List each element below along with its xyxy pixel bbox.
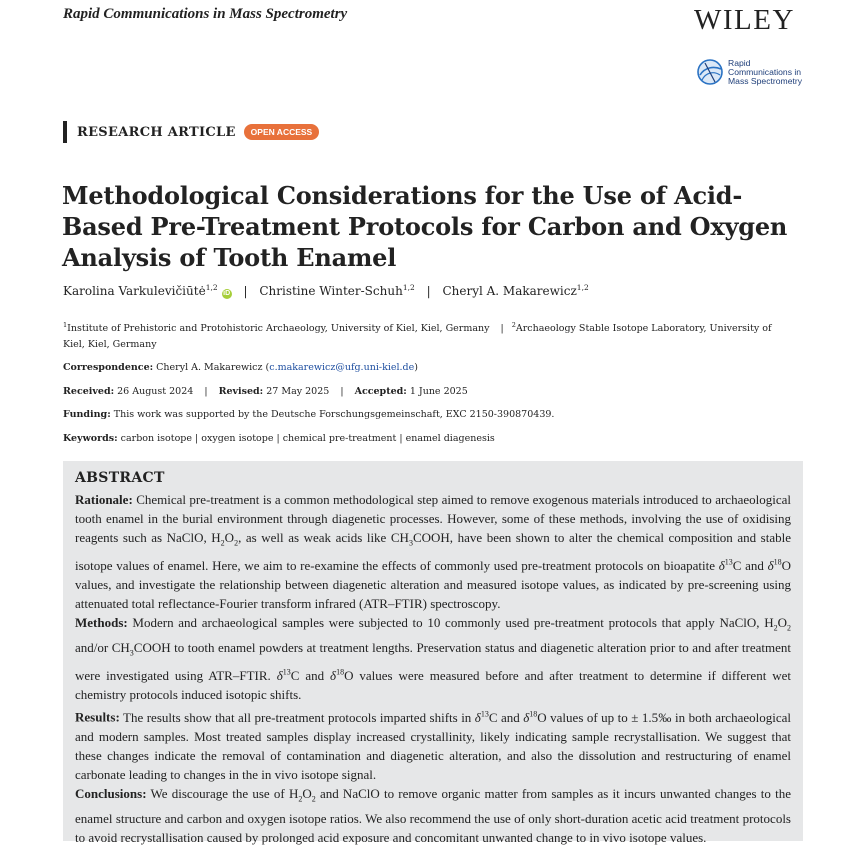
correspondence-name: Cheryl A. Makarewicz [156,362,263,373]
keyword-separator: | [399,433,403,444]
keyword-separator: | [276,433,280,444]
date-value: 26 August 2024 [117,386,194,397]
abstract-section-methods [75,613,791,704]
affiliation-sup: 2 [511,321,516,329]
author-name[interactable] [63,284,218,298]
publisher-logo[interactable]: WILEY [694,4,795,36]
abstract-section-label: Methods: [75,615,128,631]
funding-label: Funding: [63,409,111,420]
author-affiliation-sup: 1,2 [205,283,218,292]
open-access-badge: OPEN ACCESS [244,124,320,140]
journal-badge-line: Rapid [728,58,751,68]
abstract-section-text: We discourage the use of $H_2O_2$ and NaClO to remove organic matter from samples as it incurs unwanted changes to the enamel structure and carbon and oxygen isotope ratios. We also recommend the use of only short-duration acetic acid treatment protocols to avoid recrystallisation caused by prolonged acid exposure and concomitant unwanted change to in vivo isotope values. [75,786,791,845]
author-list [63,283,589,299]
funding-text: This work was supported by the Deutsche Forschungsgemeinschaft, EXC 2150-390870439. [113,409,555,420]
abstract-heading: ABSTRACT [75,470,165,486]
date-label: Accepted: [354,386,407,397]
journal-badge-line: Communications in [728,67,802,77]
author-name-text: Karolina Varkulevičiūtė [63,284,206,298]
affiliation-text: Institute of Prehistoric and Protohistoric Archaeology, University of Kiel, Kiel, Germany [67,323,490,335]
keyword-item[interactable]: chemical pre-treatment [282,433,397,444]
affiliation-text: Archaeology Stable Isotope Laboratory, University of Kiel, Kiel, Germany [63,323,772,351]
date-value: 1 June 2025 [409,386,468,397]
author-name-text: Cheryl A. Makarewicz [442,284,577,298]
abstract-body [75,490,791,847]
date-label: Revised: [218,386,264,397]
article-dates [63,386,468,397]
journal-name: Rapid Communications in Mass Spectrometry [63,6,348,22]
keyword-item[interactable]: enamel diagenesis [405,433,495,444]
affiliations [63,317,793,353]
journal-globe-icon [696,58,724,86]
article-title: Methodological Considerations for the Use of Acid-Based Pre-Treatment Protocols for Carbon and Oxygen Analysis of Tooth Enamel [62,181,788,272]
author-separator: | [243,284,248,298]
correspondence-email-link[interactable]: c.makarewicz@ufg.uni-kiel.de [269,362,415,373]
abstract-section-conclusions [75,784,791,847]
keywords-label: Keywords: [63,433,118,444]
orcid-icon[interactable]: iD [223,290,231,297]
abstract-section-rationale [75,490,791,613]
date-value: 27 May 2025 [266,386,330,397]
affiliation-separator: | [500,323,504,335]
affiliation-sup: 1 [63,321,68,329]
author-name-text: Christine Winter-Schuh [259,284,403,298]
author-name[interactable] [442,284,588,298]
abstract-section-text: The results show that all pre-treatment protocols imparted shifts in $\delta^{13}C$ and $\delta^{18}O$ values of up to ± 1.5‰ in both archaeological and modern samples. Most treated samples display increased crystallinity, likely indicating sample recrystallisation. We suggest that these changes indicate the removal of contamination and diagenetic alteration, and also the dissolution and restructuring of enamel carbonate leading to changes in the in vivo isotope signal. [75,709,791,782]
abstract-section-text: Modern and archaeological samples were subjected to 10 commonly used pre-treatment protocols that apply NaClO, $H_2O_2$ and/or $CH_3COOH$ to tooth enamel powders at treatment lengths. Preservation status and diagenetic alteration prior to and after treatment were investigated using ATR–FTIR. $\delta^{13}C$ and $\delta^{18}O$ values were measured before and after treatment to determine if different wet chemistry protocols induced isotopic shifts. [75,615,792,703]
abstract-section-label: Rationale: [75,492,133,507]
article-type: RESEARCH ARTICLE [77,124,236,140]
journal-badge-line: Mass Spectrometry [728,76,803,86]
article-type-bar [63,121,67,143]
keywords [63,433,495,444]
journal-badge[interactable] [696,56,816,90]
keyword-item[interactable]: oxygen isotope [201,433,274,444]
author-affiliation-sup: 1,2 [576,283,589,292]
keyword-separator: | [195,433,199,444]
correspondence: Correspondence: Cheryl A. Makarewicz (c.makarewicz@ufg.uni-kiel.de) [63,362,418,373]
date-separator: | [204,386,208,397]
keyword-item[interactable]: carbon isotope [120,433,193,444]
author-affiliation-sup: 1,2 [402,283,415,292]
journal-badge-text [728,59,802,86]
funding [63,409,554,420]
abstract-section-results [75,704,791,784]
abstract-section-text: Chemical pre-treatment is a common methodological step aimed to remove exogenous materials introduced to archaeological tooth enamel in the burial environment through diagenetic processes. However, some of these methods, involving the use of oxidising reagents such as NaClO, $H_2O_2$, as well as weak acids like $CH_3COOH$, have been shown to alter the chemical composition and stable isotope values of enamel. Here, we aim to re-examine the effects of commonly used pre-treatment protocols on bioapatite $\delta^{13}C$ and $\delta^{18}O$ values, and investigate the relationship between diagenetic alteration and measured isotope values, as indicated by pre-screening using attenuated total reflectance-Fourier transform infrared (ATR–FTIR) spectroscopy. [75,492,792,612]
date-label: Received: [63,386,115,397]
abstract-section-label: Conclusions: [75,786,147,802]
correspondence-label: Correspondence: [63,362,154,373]
author-name[interactable] [259,284,414,298]
article-type-row [63,121,319,143]
abstract-section-label: Results: [75,709,120,725]
date-separator: | [340,386,344,397]
author-separator: | [426,284,431,298]
